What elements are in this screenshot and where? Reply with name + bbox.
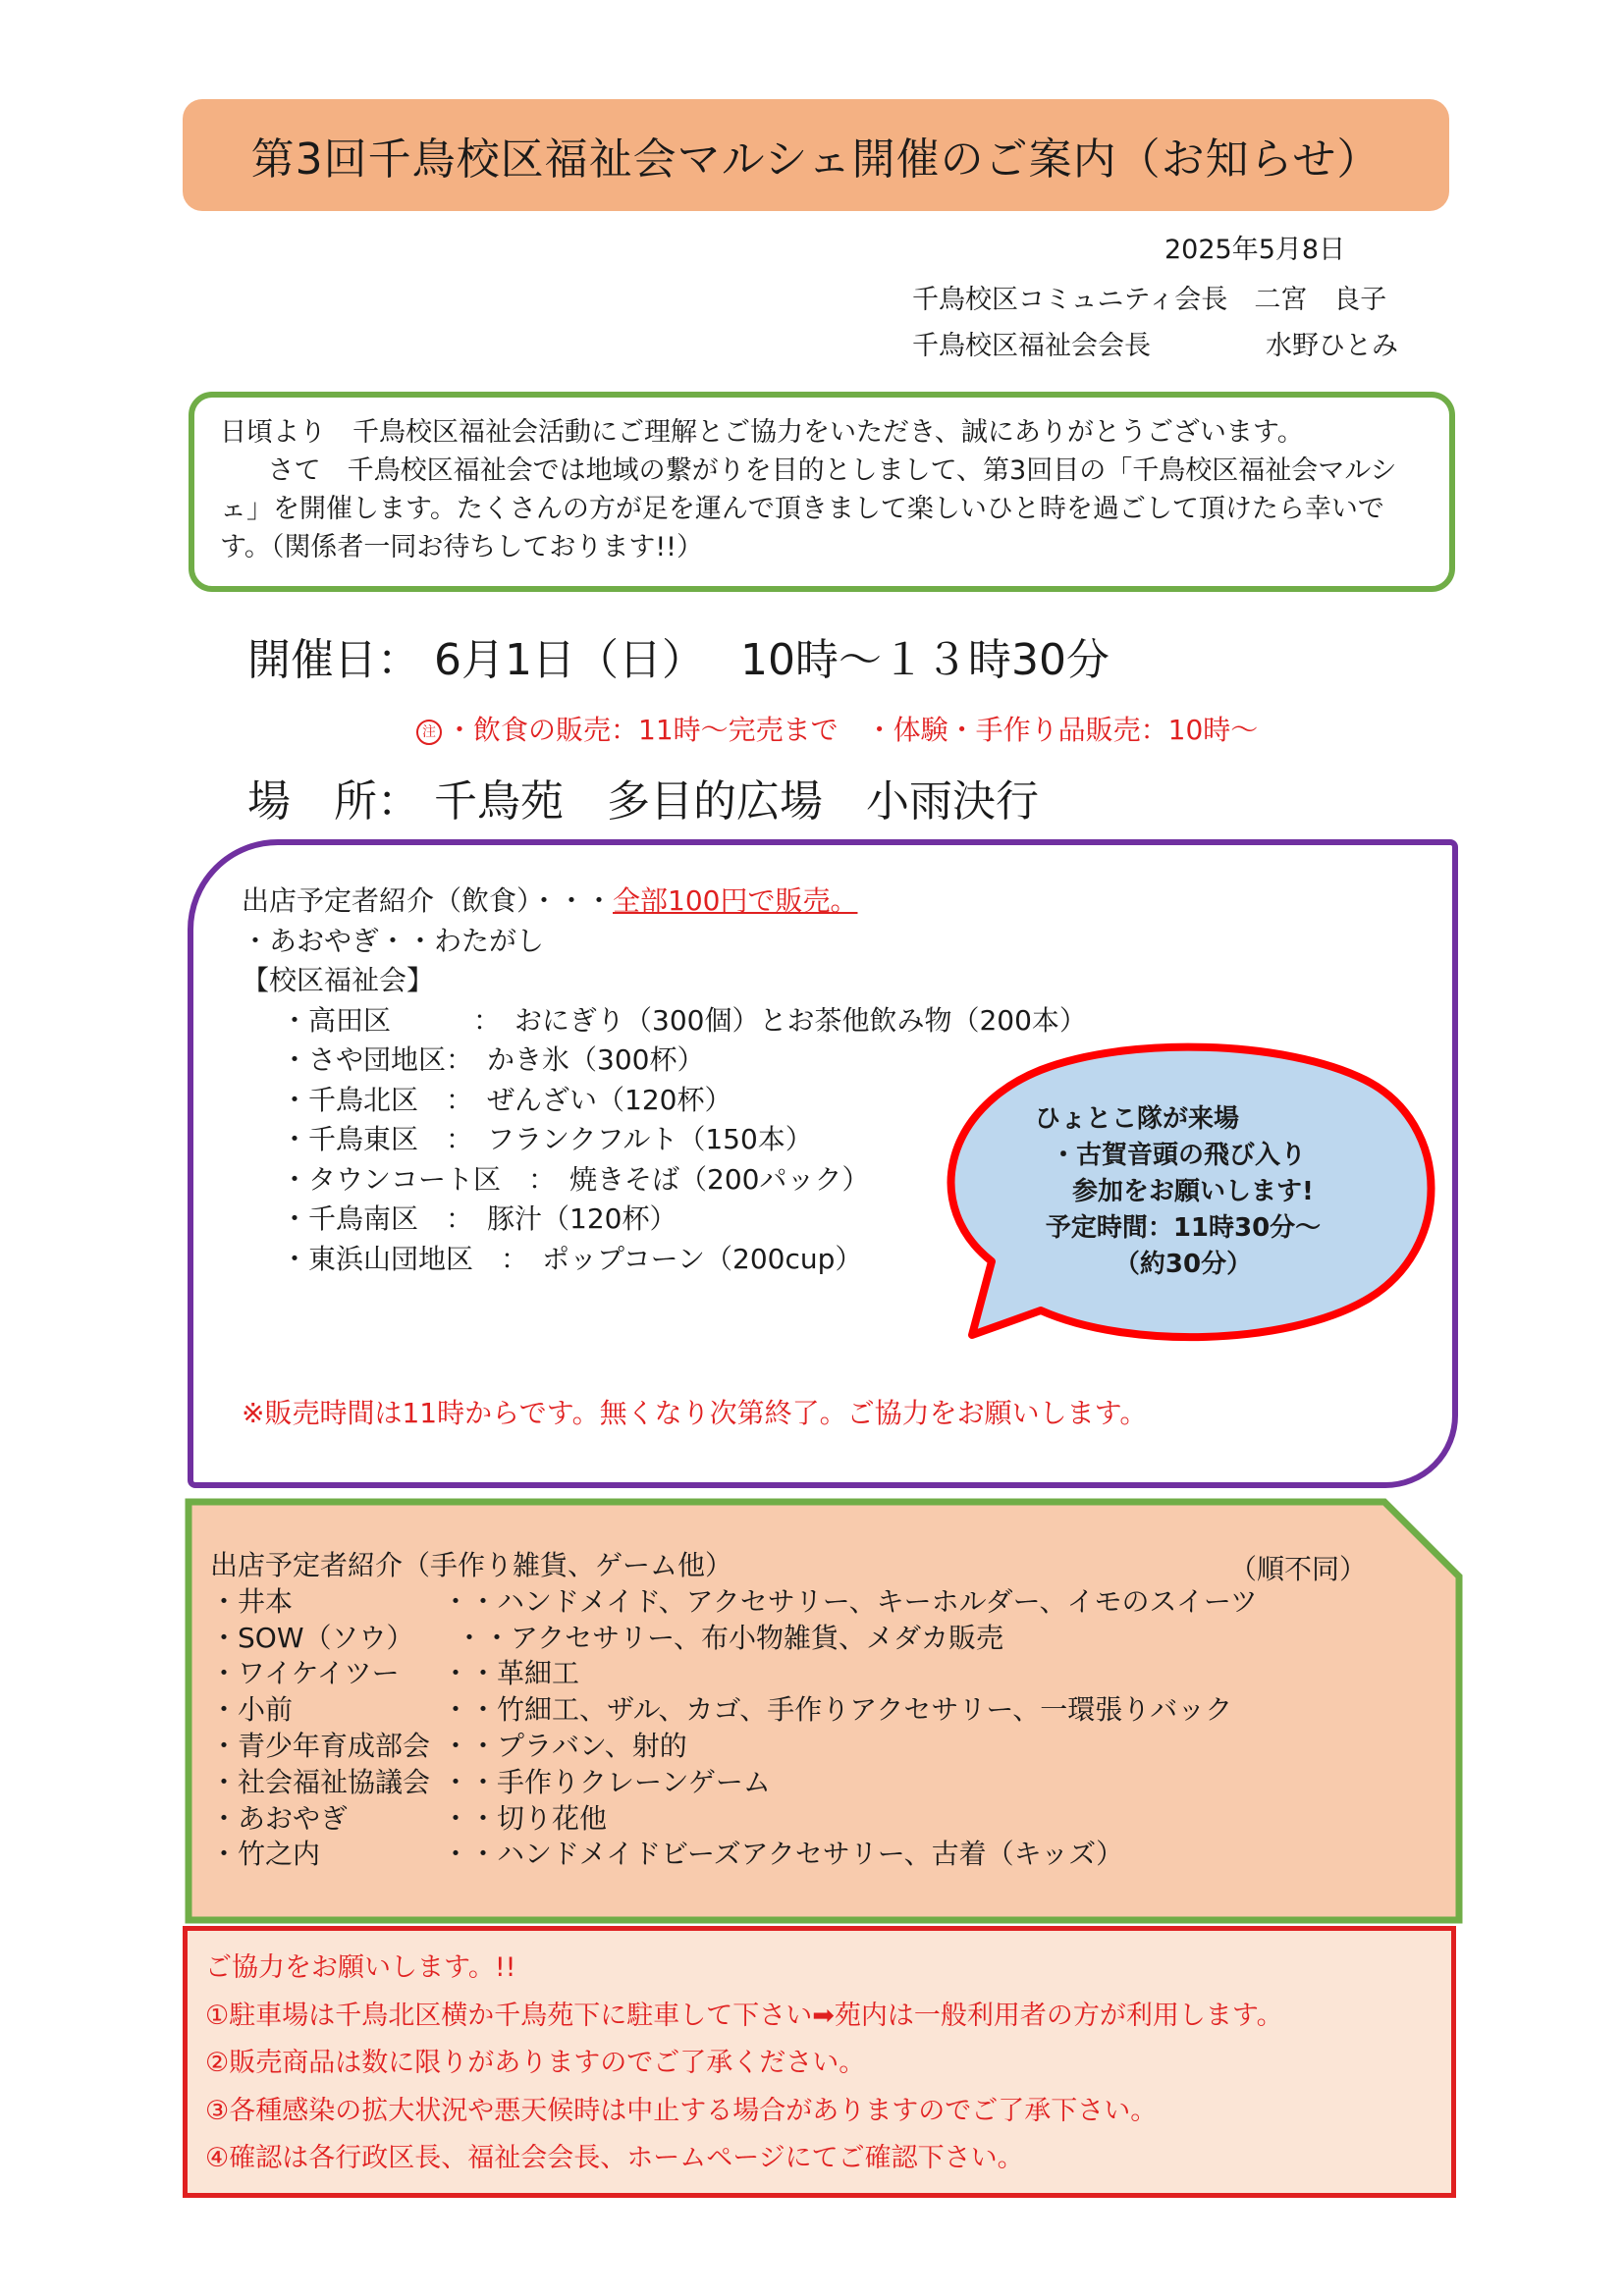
signatory-welfare	[912, 324, 1398, 362]
list-item: ・千鳥北区 ： ぜんざい（120杯）	[281, 1083, 732, 1116]
event-place	[247, 766, 1039, 828]
sales-time-note	[416, 709, 1258, 748]
issue-date: 2025年5月8日	[1164, 235, 1346, 265]
intro-body: さて 千鳥校区福祉会では地域の繋がりを目的としまして、第3回目の「千鳥校区福祉会マルシェ」を開催します。たくさんの方が足を運んで頂きまして楽しいひと時を過ごして頂けたら幸いです。（関係者一同お待ちしております!!）	[220, 455, 1397, 562]
table-row	[210, 1729, 1258, 1765]
food-price: 全部100円で販売。	[613, 884, 858, 917]
signatory-role: 千鳥校区コミュニティ会長	[912, 285, 1228, 315]
signatory-role: 千鳥校区福祉会会長	[912, 331, 1151, 361]
table-row	[210, 1837, 1258, 1873]
vendor-name: ・社会福祉協議会	[210, 1765, 431, 1798]
list-item: ・タウンコート区 ： 焼きそば（200パック）	[281, 1162, 870, 1196]
food-sales-note: ※販売時間は11時からです。無くなり次第終了。ご協力をお願いします。	[242, 1397, 1148, 1429]
note-mark-icon: 注	[416, 720, 442, 745]
table-row	[210, 1765, 1258, 1801]
table-row	[210, 1621, 1258, 1657]
place-label: 場 所：	[247, 776, 420, 827]
event-date-time: 10時～１３時30分	[740, 635, 1110, 685]
list-item: ・東浜山団地区 ： ポップコーン（200cup）	[281, 1242, 863, 1275]
list-item: ・千鳥東区 ： フランクフルト（150本）	[281, 1123, 813, 1155]
table-row	[210, 1584, 1258, 1621]
bubble-line: ひょとこ隊が来場	[1035, 1104, 1240, 1134]
vendor-desc: ・・アクセサリー、布小物雑貨、メダカ販売	[456, 1621, 1004, 1654]
vendor-desc: ・・切り花他	[442, 1801, 608, 1835]
intro-box	[189, 392, 1455, 592]
event-date	[247, 624, 1110, 687]
bubble-line: （約30分）	[1113, 1250, 1253, 1279]
list-item: ③各種感染の拡大状況や悪天候時は中止する場合がありますのでご了承下さい。	[205, 2095, 1158, 2126]
vendor-name: ・あおやぎ	[210, 1801, 349, 1835]
vendor-desc: ・・革細工	[442, 1657, 580, 1690]
bubble-line: 参加をお願いします!	[1072, 1177, 1314, 1206]
title-banner	[183, 99, 1449, 211]
list-item: ②販売商品は数に限りがありますのでご了承ください。	[205, 2048, 866, 2078]
goods-vendors	[210, 1548, 1258, 1873]
list-item: ・千鳥南区 ： 豚汁（120杯）	[281, 1202, 677, 1235]
vendor-desc: ・・竹細工、ザル、カゴ、手作りアクセサリー、一環張りバック	[442, 1693, 1233, 1727]
speech-bubble-text	[992, 1101, 1375, 1283]
table-row	[210, 1656, 1258, 1692]
vendor-name: ・青少年育成部会	[210, 1729, 431, 1762]
place-value: 千鳥苑 多目的広場 小雨決行	[434, 776, 1039, 827]
bubble-line: 予定時間：11時30分～	[1045, 1213, 1322, 1243]
event-date-day: 6月1日（日）	[434, 635, 683, 685]
requests-heading: ご協力をお願いします。!!	[205, 1952, 516, 1983]
table-row	[210, 1801, 1258, 1838]
note-text: ・飲食の販売：11時～完売まで ・体験・手作り品販売：10時～	[446, 714, 1259, 746]
goods-heading: 出店予定者紹介（手作り雑貨、ゲーム他）	[210, 1549, 733, 1581]
table-row	[210, 1692, 1258, 1729]
bubble-line: ・古賀音頭の飛び入り	[1051, 1141, 1307, 1170]
vendor-desc: ・・ハンドメイド、アクセサリー、キーホルダー、イモのスイーツ	[442, 1584, 1258, 1618]
list-item: ・さや団地区： かき氷（300杯）	[281, 1043, 705, 1076]
goods-order-note: （順不同）	[1229, 1553, 1368, 1585]
signatory-community	[912, 278, 1386, 316]
requests-box	[183, 1926, 1456, 2198]
event-date-label: 開催日：	[247, 635, 420, 685]
signatory-name: 二宮 良子	[1254, 285, 1387, 315]
food-group: 【校区福祉会】	[242, 964, 435, 996]
food-line: ・あおやぎ・・わたがし	[242, 924, 545, 957]
list-item: ・高田区 ： おにぎり（300個）とお茶他飲み物（200本）	[281, 1003, 1087, 1037]
vendor-desc: ・・ハンドメイドビーズアクセサリー、古着（キッズ）	[442, 1838, 1124, 1871]
list-item: ①駐車場は千鳥北区横か千鳥苑下に駐車して下さい➡苑内は一般利用者の方が利用します。	[205, 2000, 1283, 2031]
vendor-desc: ・・プラバン、射的	[442, 1729, 687, 1762]
food-heading	[242, 881, 1087, 922]
vendor-name: ・ワイケイツー	[210, 1657, 400, 1690]
vendor-name: ・竹之内	[210, 1838, 321, 1871]
food-heading-text: 出店予定者紹介（飲食）・・・	[242, 884, 614, 917]
intro-greeting: 日頃より 千鳥校区福祉会活動にご理解とご協力をいただき、誠にありがとうございます。	[220, 417, 1304, 448]
signatory-name: 水野ひとみ	[1266, 331, 1398, 361]
vendor-name: ・小前	[210, 1693, 294, 1727]
list-item: ④確認は各行政区長、福祉会会長、ホームページにてご確認下さい。	[205, 2143, 1024, 2173]
vendor-name: ・井本	[210, 1584, 294, 1618]
vendor-name: ・SOW（ソウ）	[210, 1621, 414, 1654]
page-title: 第3回千鳥校区福祉会マルシェ開催のご案内（お知らせ）	[250, 134, 1381, 185]
vendor-desc: ・・手作りクレーンゲーム	[442, 1765, 771, 1798]
